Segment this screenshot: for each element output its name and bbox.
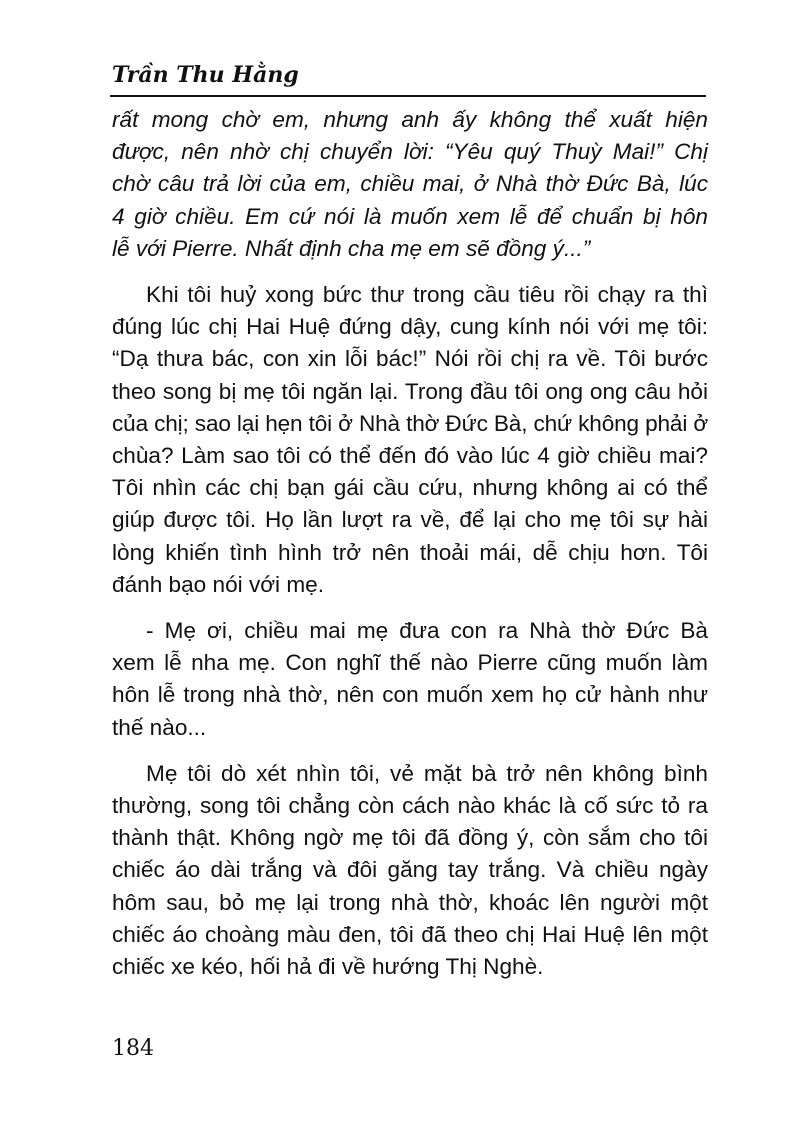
text-line: rất mong chờ em, nhưng anh ấy không thể xuất hiện xyxy=(112,107,708,132)
text-line: xem lễ nha mẹ. Con nghĩ thế nào Pierre cũng muốn làm xyxy=(112,650,708,676)
text-line: chiếc áo choàng màu đen, tôi đã theo chị Hai Huệ lên một xyxy=(112,921,708,947)
paragraph xyxy=(112,758,708,983)
text-line: đánh bạo nói với mẹ. xyxy=(112,571,325,597)
paragraph-letter-continuation xyxy=(112,104,708,265)
text-line: chùa? Làm sao tôi có thể đến đó vào lúc 4 giờ chiều mai? xyxy=(112,443,708,469)
text-line: được, nên nhờ chị chuyển lời: “Yêu quý Thuỳ Mai!” Chị xyxy=(112,139,708,165)
text-line: chờ câu trả lời của em, chiều mai, ở Nhà thờ Đức Bà, lúc xyxy=(112,171,708,197)
text-line: theo song bị mẹ tôi ngăn lại. Trong đầu tôi ong ong câu hỏi xyxy=(112,378,708,404)
paragraph xyxy=(112,279,708,601)
text-line: lòng khiến tình hình trở nên thoải mái, dễ chịu hơn. Tôi xyxy=(112,539,708,565)
text-line: lễ với Pierre. Nhất định cha mẹ em sẽ đồng ý...” xyxy=(112,235,591,261)
text-line: “Dạ thưa bác, con xin lỗi bác!” Nói rồi chị ra về. Tôi bước xyxy=(112,346,708,372)
paragraph-dialogue xyxy=(112,615,708,744)
header-rule xyxy=(110,95,706,97)
text-line: thường, song tôi chẳng còn cách nào khác là cố sức tỏ ra xyxy=(112,793,708,819)
text-line: Khi tôi huỷ xong bức thư trong cầu tiêu rồi chạy ra thì xyxy=(146,282,708,308)
text-line: thành thật. Không ngờ mẹ tôi đã đồng ý, còn sắm cho tôi xyxy=(112,825,708,851)
text-line: của chị; sao lại hẹn tôi ở Nhà thờ Đức Bà, chứ không phải ở xyxy=(112,410,708,436)
text-line: Mẹ tôi dò xét nhìn tôi, vẻ mặt bà trở nên không bình xyxy=(146,760,708,786)
text-line: hôm sau, bỏ mẹ lại trong nhà thờ, khoác lên người một xyxy=(112,889,708,915)
text-line: - Mẹ ơi, chiều mai mẹ đưa con ra Nhà thờ Đức Bà xyxy=(146,618,708,644)
text-line: giúp được tôi. Họ lần lượt ra về, để lại cho mẹ tôi sự hài xyxy=(112,507,708,533)
text-line: 4 giờ chiều. Em cứ nói là muốn xem lễ để chuẩn bị hôn xyxy=(112,203,708,229)
text-line: hôn lễ trong nhà thờ, nên con muốn xem họ cử hành như xyxy=(112,682,708,708)
text-line: Tôi nhìn các chị bạn gái cầu cứu, nhưng không ai có thể xyxy=(112,475,708,501)
page-body xyxy=(112,104,708,997)
running-head-author: Trần Thu Hằng xyxy=(112,62,299,88)
text-line: chiếc xe kéo, hối hả đi về hướng Thị Nghè. xyxy=(112,954,544,980)
text-line: đúng lúc chị Hai Huệ đứng dậy, cung kính nói với mẹ tôi: xyxy=(112,314,708,340)
text-line: thế nào... xyxy=(112,714,207,740)
text-line: chiếc áo dài trắng và đôi găng tay trắng. Và chiều ngày xyxy=(112,857,708,883)
page-number: 184 xyxy=(112,1036,154,1061)
